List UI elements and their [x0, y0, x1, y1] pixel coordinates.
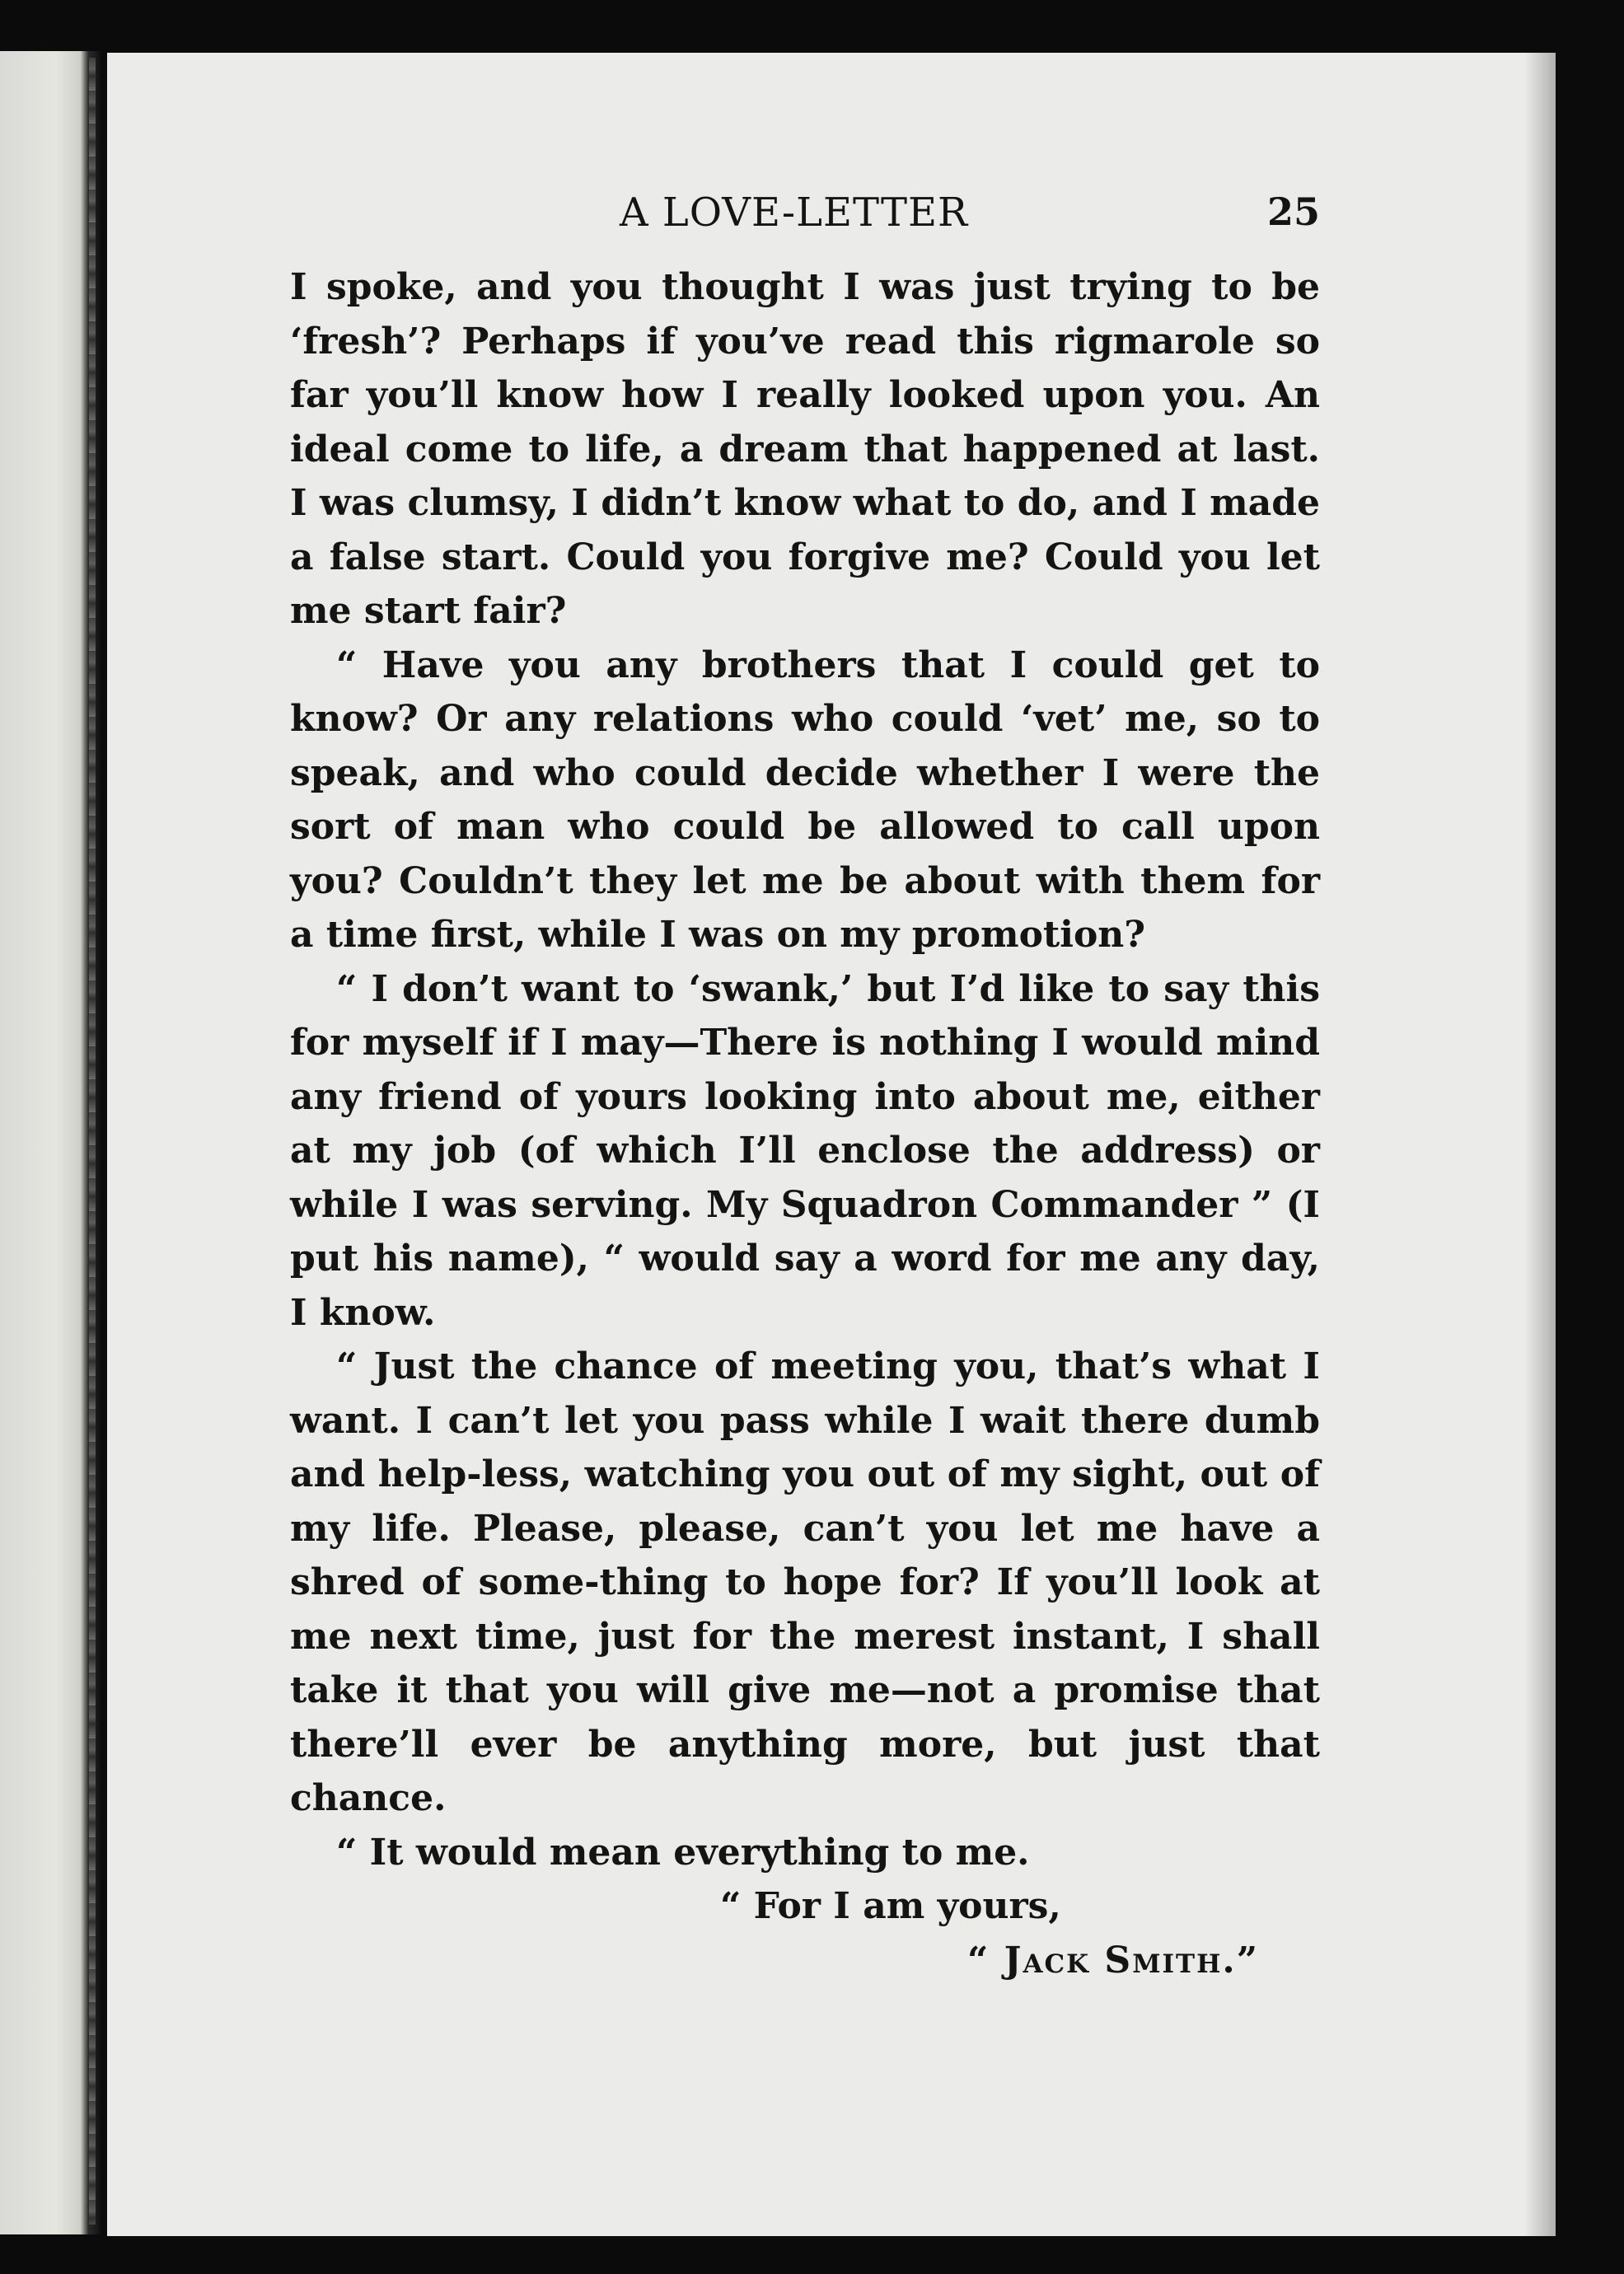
paragraph: “ Just the chance of meeting you, that’s what I want. I can’t let you pass while I wait there dumb and help-less, watching you out of my sight, out of my life. Please, please, can’t you let me have a shred of some-thing to hope for? If you’ll look at me next time, just for the merest instant, I shall take it that you will give me—not a promise that there’ll ever be anything more, but just that chance. — [290, 1345, 1320, 1819]
running-title: A LOVE-LETTER — [620, 190, 969, 236]
page-number: 25 — [1266, 190, 1320, 234]
paragraph: “ Have you any brothers that I could get to know? Or any relations who could ‘vet’ me, so to speak, and who could decide whether I were the sort of man who could be allowed to call upon you? Couldn’t they let me be about with them for a time first, while I was on my promotion? — [290, 643, 1320, 956]
closing-line: “ For I am yours, — [720, 1885, 1061, 1927]
page-edge-shadow — [1524, 53, 1556, 2236]
signature: “ Jack Smith.” — [967, 1939, 1260, 1982]
paragraph: “ I don’t want to ‘swank,’ but I’d like to say this for myself if I may—There is nothing I would mind any friend of yours looking into about me, either at my job (of which I’ll enclose the address) or while I was serving. My Squadron Commander ” (I put his name), “ would say a word for me any day, I know. — [290, 967, 1320, 1334]
paragraph: I spoke, and you thought I was just trying to be ‘fresh’? Perhaps if you’ve read this rigmarole so far you’ll know how I really looked upon you. An ideal come to life, a dream that happened at last. I was clumsy, I didn’t know what to do, and I made a false start. Could you forgive me? Could you let me start fair? — [290, 266, 1320, 632]
paragraph: “ It would mean everything to me. — [336, 1831, 1030, 1874]
binding-gutter — [89, 58, 96, 2225]
facing-page-edge — [0, 51, 101, 2234]
text-block — [290, 140, 1320, 1987]
running-head — [290, 140, 1320, 236]
letter-body — [290, 260, 1320, 1879]
